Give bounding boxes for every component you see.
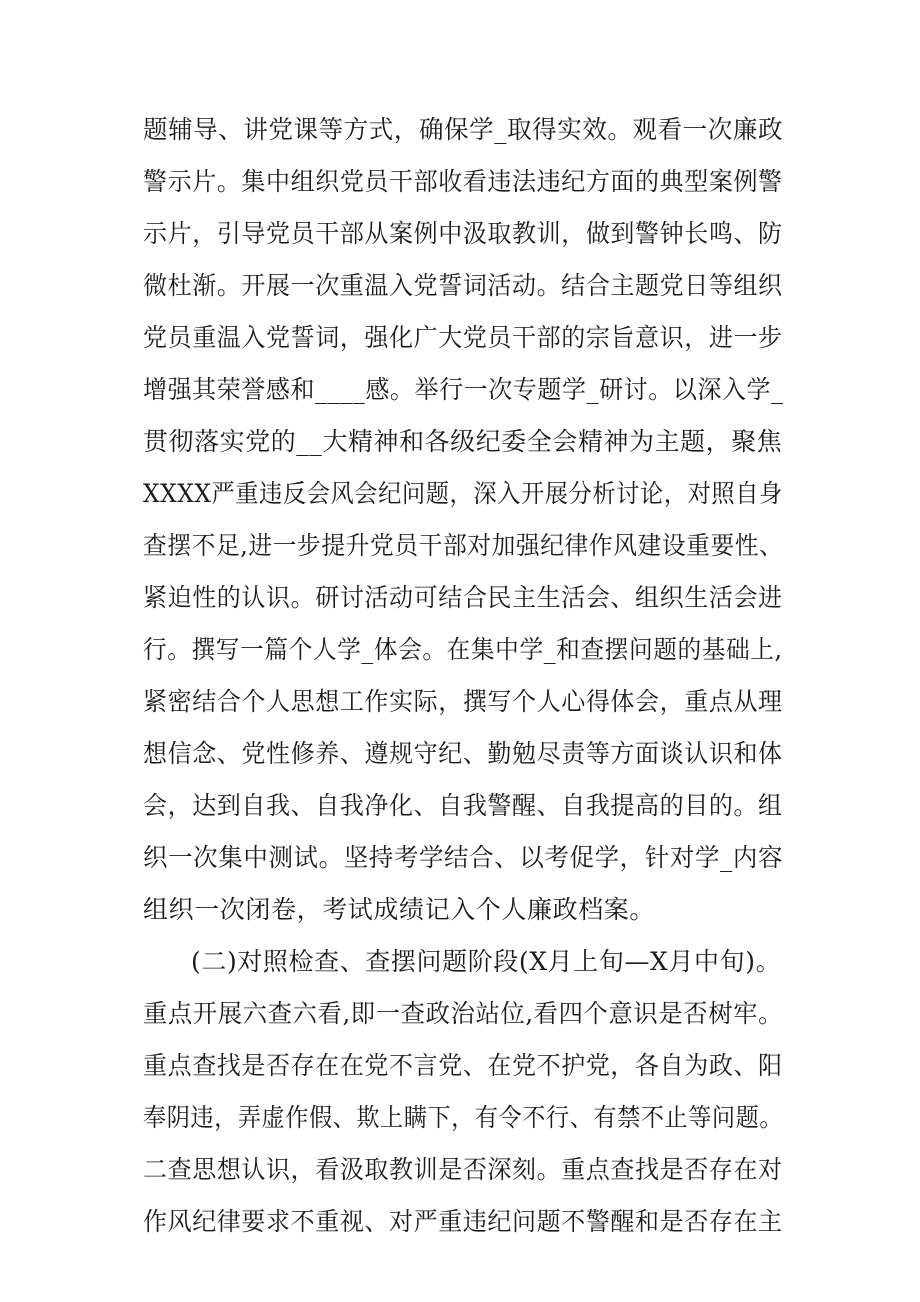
text-line: 贯彻落实党的__大精神和各级纪委全会精神为主题，聚焦 <box>143 427 783 456</box>
text-line: 行。撰写一篇个人学_体会。在集中学_和查摆问题的基础上, <box>143 635 783 664</box>
text-line: 微杜渐。开展一次重温入党誓词活动。结合主题党日等组织 <box>143 271 783 300</box>
text-line: 紧迫性的认识。研讨活动可结合民主生活会、组织生活会进 <box>143 583 783 612</box>
text-line: 重点查找是否存在在党不言党、在党不护党，各自为政、阳 <box>143 1051 783 1080</box>
text-line: 紧密结合个人思想工作实际，撰写个人心得体会，重点从理 <box>143 687 783 716</box>
text-line: 会，达到自我、自我净化、自我警醒、自我提高的目的。组 <box>143 791 783 820</box>
text-line: 想信念、党性修养、遵规守纪、勤勉尽责等方面谈认识和体 <box>143 739 783 768</box>
text-line: 组织一次闭卷，考试成绩记入个人廉政档案。 <box>143 895 656 924</box>
text-line: XXXX严重违反会风会纪问题，深入开展分析讨论，对照自身 <box>143 479 783 508</box>
text-line: 作风纪律要求不重视、对严重违纪问题不警醒和是否存在主 <box>143 1207 783 1236</box>
text-line: 织一次集中测试。坚持考学结合、以考促学，针对学_内容 <box>143 843 784 872</box>
text-line: 二查思想认识，看汲取教训是否深刻。重点查找是否存在对 <box>143 1155 783 1184</box>
section-heading-line: (二)对照检查、查摆问题阶段(X月上旬—X月中旬)。 <box>191 947 782 976</box>
text-line: 重点开展六查六看,即一查政治站位,看四个意识是否树牢。 <box>143 999 784 1028</box>
text-line: 党员重温入党誓词，强化广大党员干部的宗旨意识，进一步 <box>143 323 783 352</box>
text-line: 奉阴违，弄虚作假、欺上瞒下，有令不行、有禁不止等问题。 <box>143 1103 784 1132</box>
text-line: 查摆不足,进一步提升党员干部对加强纪律作风建设重要性、 <box>143 531 784 560</box>
text-line: 警示片。集中组织党员干部收看违法违纪方面的典型案例警 <box>143 167 783 196</box>
text-line: 示片，引导党员干部从案例中汲取教训，做到警钟长鸣、防 <box>143 219 783 248</box>
text-line: 增强其荣誉感和____感。举行一次专题学_研讨。以深入学_ <box>143 375 784 404</box>
text-line: 题辅导、讲党课等方式，确保学_取得实效。观看一次廉政 <box>143 115 784 144</box>
